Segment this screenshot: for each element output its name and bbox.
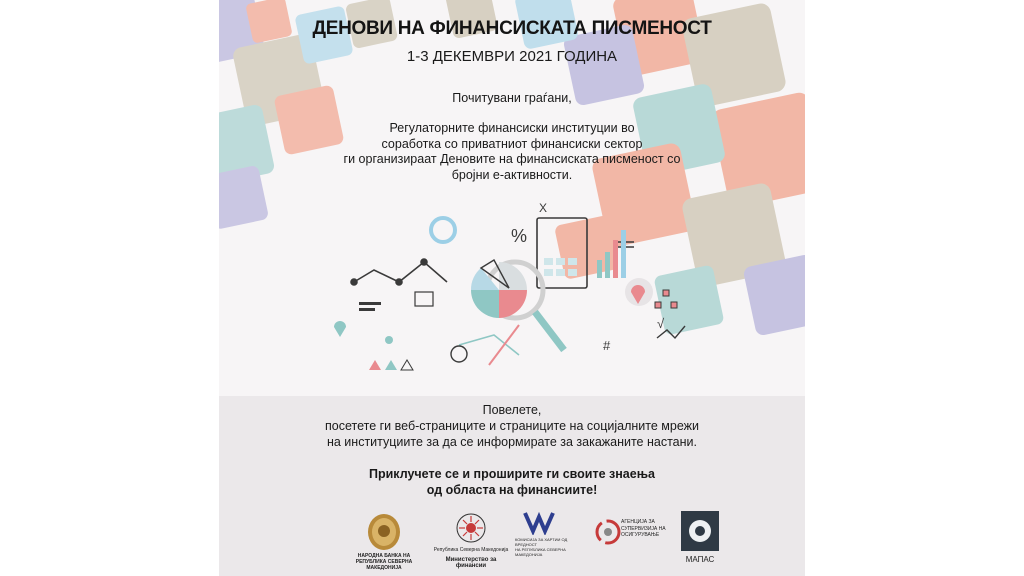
intro-line: соработка со приватниот финансиски сектор bbox=[381, 136, 643, 151]
sec-text: КОМИСИЈА ЗА ХАРТИИ ОД ВРЕДНОСТ bbox=[515, 537, 568, 547]
sqrt-icon: √ bbox=[657, 316, 665, 331]
intro-line: Регулаторните финансиски институции во bbox=[389, 121, 635, 135]
logo-mapas bbox=[675, 505, 725, 576]
cta-line: од областа на финансиите! bbox=[426, 483, 598, 497]
aso-text: СУПЕРВИЗИЈА НА bbox=[621, 525, 666, 532]
intro-line: ги организираат Деновите на финансиската писменост со bbox=[343, 152, 681, 166]
text-line-icon bbox=[359, 302, 381, 305]
invite-line: Повелете, bbox=[482, 403, 542, 417]
poster-title: ДЕНОВИ НА ФИНАНСИСКАТА ПИСМЕНОСТ bbox=[312, 18, 712, 39]
aso-text: ОСИГУРУВАЊЕ bbox=[621, 532, 660, 538]
sec-emblem-icon bbox=[523, 509, 555, 535]
greeting: Почитувани граѓани, bbox=[452, 91, 572, 105]
ring-icon bbox=[431, 218, 455, 242]
sun-emblem-icon bbox=[456, 513, 486, 543]
dot-icon bbox=[385, 336, 393, 344]
mof-line-2: Министерство за финансии bbox=[445, 557, 497, 569]
aso-emblem-icon bbox=[595, 519, 621, 545]
percent-icon: % bbox=[511, 226, 528, 246]
call-to-action bbox=[219, 466, 805, 498]
logo-aso bbox=[593, 505, 669, 576]
location-pin-small-icon bbox=[334, 321, 346, 337]
logo-ministry-of-finance bbox=[431, 505, 511, 576]
hash-icon: # bbox=[603, 338, 611, 353]
circle-icon bbox=[451, 346, 467, 362]
mapas-text: МАПАС bbox=[685, 555, 715, 564]
cta-line: Приклучете се и проширите ги своите знаења bbox=[368, 467, 655, 481]
poster bbox=[219, 0, 805, 576]
window-icon bbox=[415, 292, 433, 306]
intro-line: бројни е-активности. bbox=[451, 167, 573, 182]
infographic-illustration bbox=[219, 190, 805, 390]
nbrsm-text: РЕПУБЛИКА СЕВЕРНА МАКЕДОНИЈА bbox=[355, 559, 413, 571]
calculator-keys bbox=[544, 258, 577, 276]
logo-securities-commission bbox=[515, 505, 585, 576]
intro-paragraph bbox=[219, 121, 805, 183]
pie-chart bbox=[471, 260, 527, 318]
flow-chart-icon bbox=[655, 290, 677, 308]
invite-line: посетете ги веб-страниците и страниците на социјалните мрежи bbox=[324, 419, 699, 433]
mof-line-1: Република Северна Македонија bbox=[433, 547, 509, 553]
invite-line: на институциите за да се информирате за закажаните настани. bbox=[326, 435, 697, 449]
bar-chart-icon bbox=[597, 230, 626, 278]
mapas-emblem-icon bbox=[681, 511, 719, 551]
multiply-icon: X bbox=[539, 201, 548, 215]
aso-text: АГЕНЦИЈА ЗА bbox=[621, 519, 655, 525]
calculator-icon bbox=[537, 218, 587, 288]
triangles-icon bbox=[369, 360, 413, 370]
partner-logos bbox=[219, 505, 805, 576]
sec-text: НА РЕПУБЛИКА СЕВЕРНА МАКЕДОНИЈА bbox=[515, 547, 566, 557]
poster-dates: 1-3 ДЕКЕМВРИ 2021 ГОДИНА bbox=[406, 48, 618, 65]
invite-paragraph bbox=[219, 402, 805, 450]
nbrsm-emblem-icon bbox=[366, 513, 402, 551]
nbrsm-text: НАРОДНА БАНКА НА bbox=[357, 553, 411, 559]
logo-nbrsm bbox=[339, 505, 429, 576]
